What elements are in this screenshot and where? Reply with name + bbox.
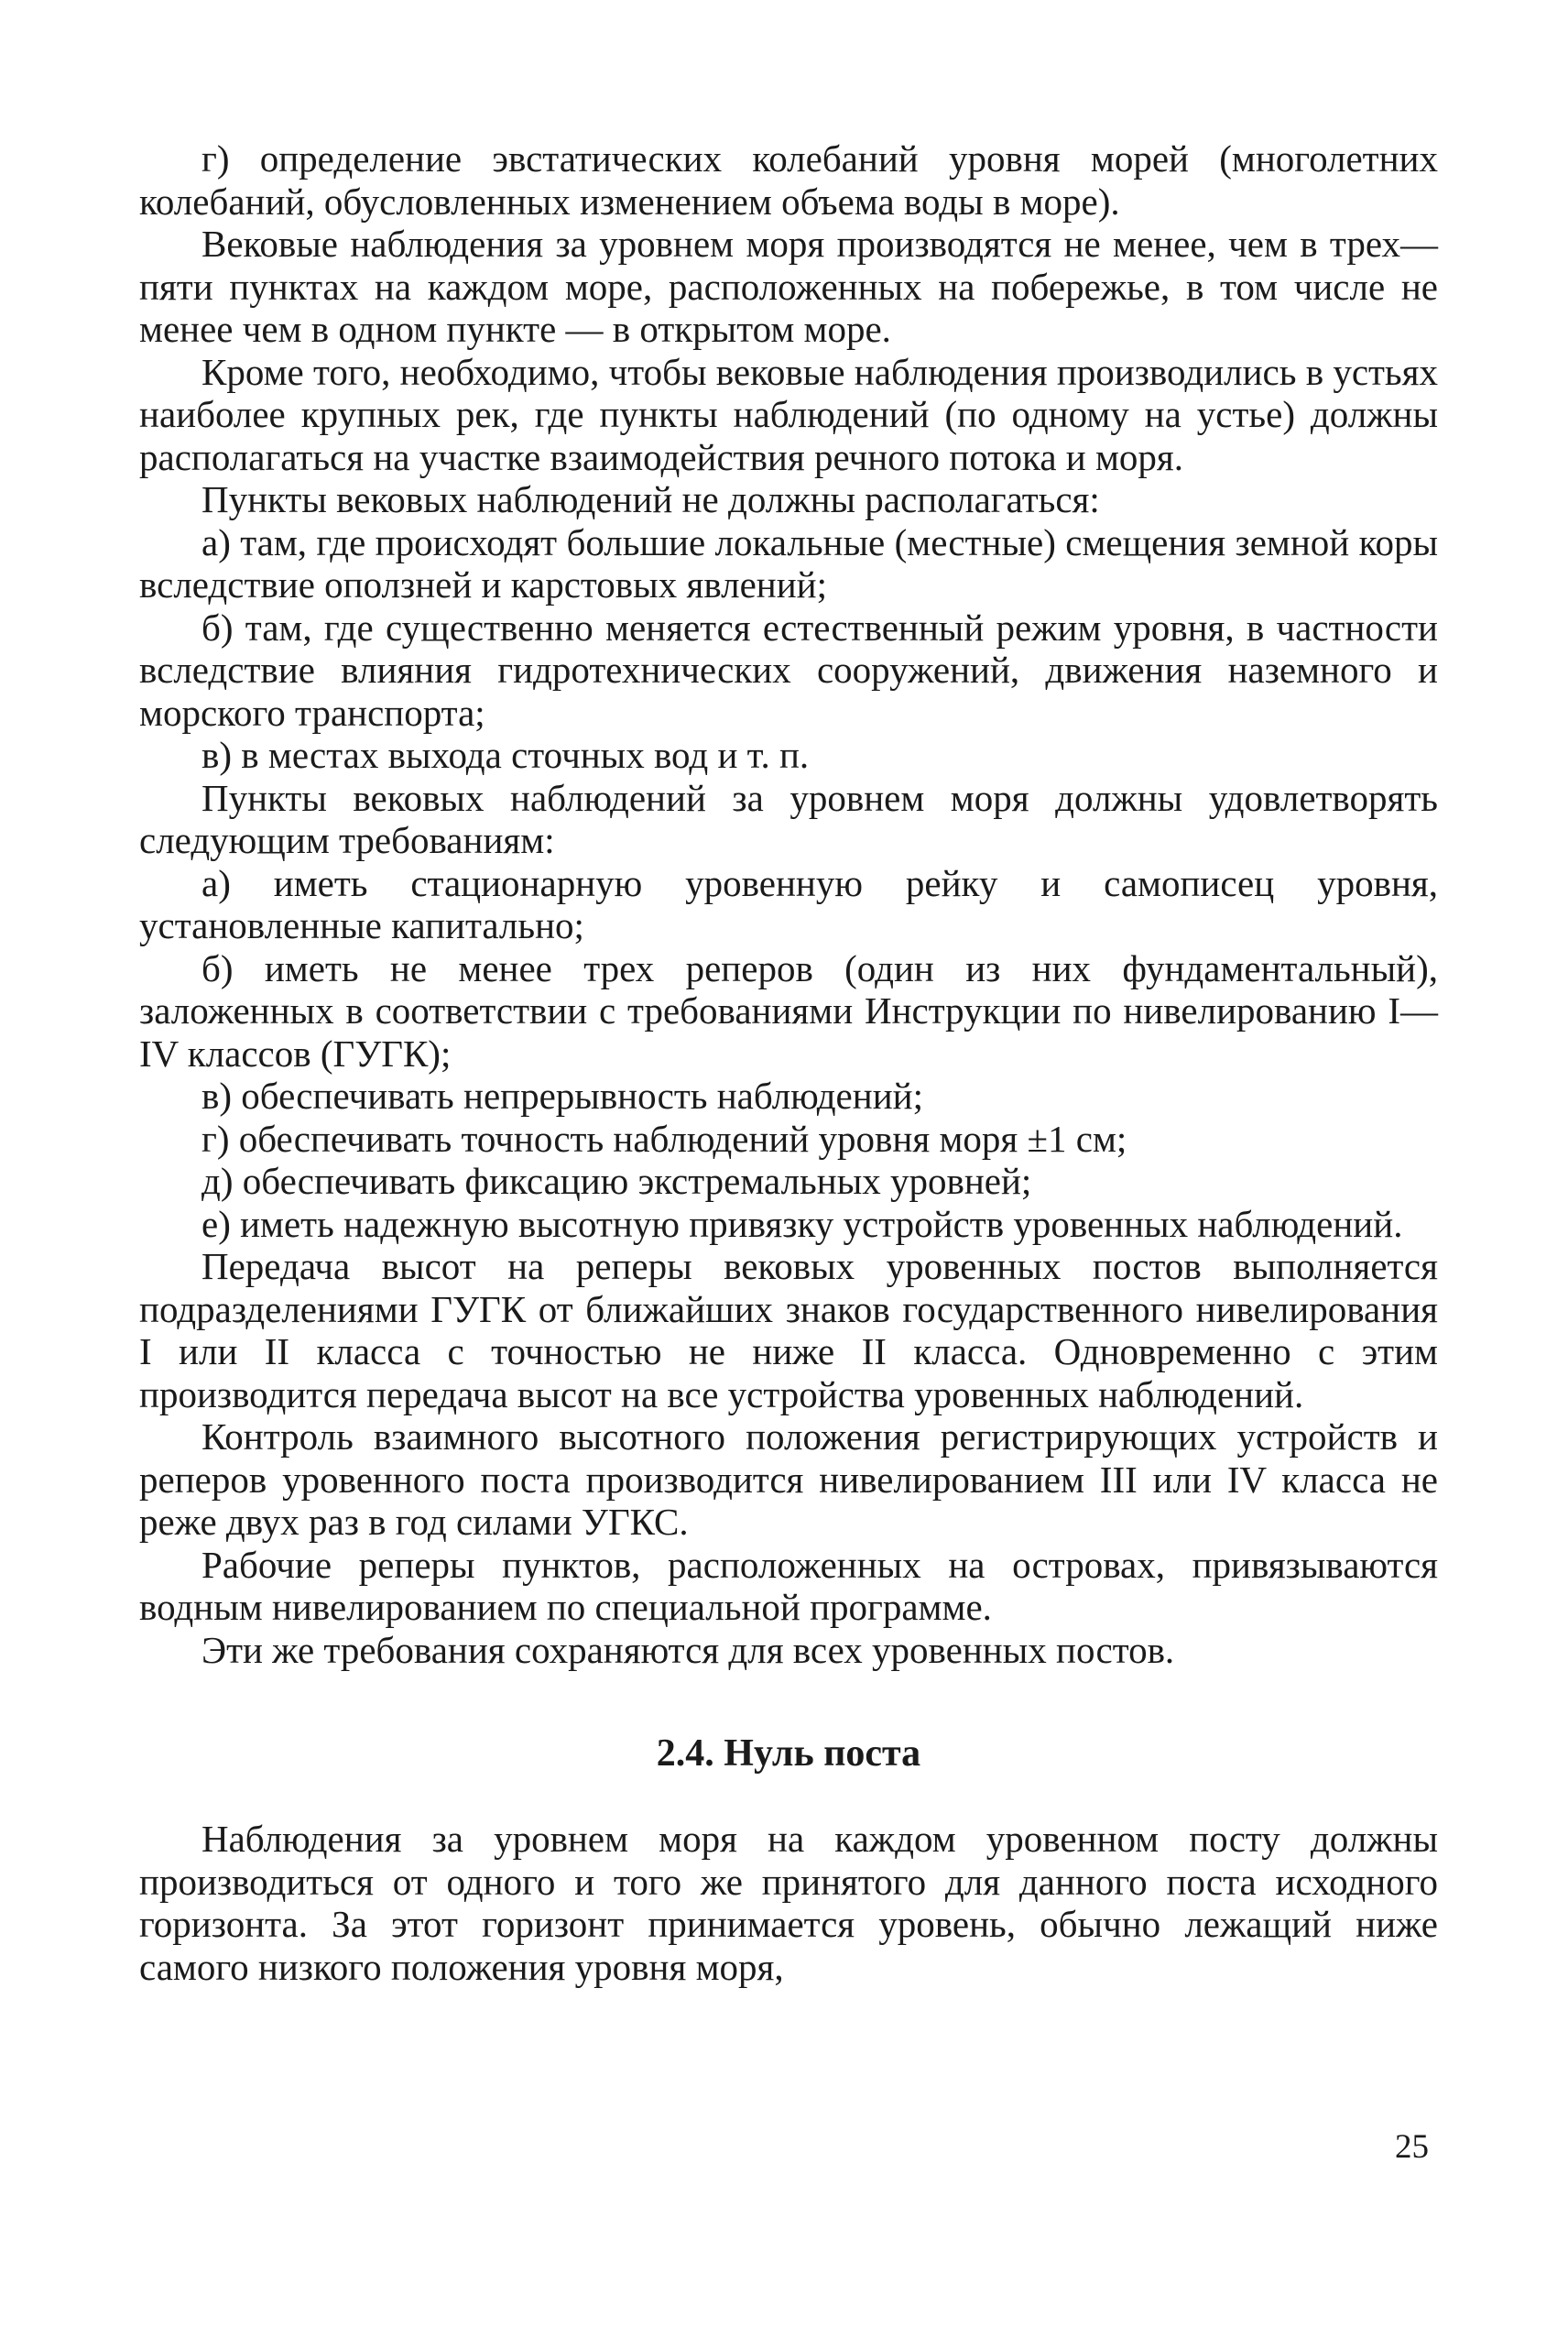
- list-item-b-benchmarks: б) иметь не менее трех реперов (один из них фундаментальный), заложенных в соответствии с требованиями Инструкции по нивелированию I—IV классов (ГУГК);: [139, 946, 1438, 1075]
- body-text: [139, 137, 1438, 1988]
- paragraph-requirements: Пункты вековых наблюдений за уровнем моря должны удовлетворять следующим требованиям:: [139, 776, 1438, 861]
- list-item-b-regime-change: б) там, где существенно меняется естественный режим уровня, в частности вследствие влияния гидротехнических сооружений, движения наземного и морского транспорта;: [139, 606, 1438, 734]
- paragraph-post-zero: Наблюдения за уровнем моря на каждом уровенном посту должны производиться от одного и того же принятого для данного поста исходного горизонта. За этот горизонт принимается уровень, обычно лежащий ниже самого низкого положения уровня моря,: [139, 1818, 1438, 1988]
- section-heading: 2.4. Нуль поста: [656, 1732, 921, 1775]
- list-item-v-sewage: в) в местах выхода сточных вод и т. п.: [201, 734, 810, 776]
- list-item-g-accuracy: г) обеспечивать точность наблюдений уровня моря ±1 см;: [201, 1117, 1127, 1160]
- list-item-e-height-reference: е) иметь надежную высотную привязку устройств уровенных наблюдений.: [201, 1202, 1403, 1245]
- paragraph-control: Контроль взаимного высотного положения регистрирующих устройств и реперов уровенного поста производится нивелированием III или IV класса не реже двух раз в год силами УГКС.: [139, 1415, 1438, 1543]
- paragraph-island-benchmarks: Рабочие реперы пунктов, расположенных на островах, привязываются водным нивелированием по специальной программе.: [139, 1543, 1438, 1628]
- paragraph-item-g-eustatic: г) определение эвстатических колебаний уровня морей (многолетних колебаний, обусловленных изменением объема воды в море).: [139, 137, 1438, 223]
- paragraph-height-transfer: Передача высот на реперы вековых уровенных постов выполняется подразделениями ГУГК от ближайших знаков государственного нивелирования I или II класса с точностью не ниже II класса. Одновременно с этим производится передача высот на все устройства уровенных наблюдений.: [139, 1245, 1438, 1415]
- paragraph-river-mouths: Кроме того, необходимо, чтобы вековые наблюдения производились в устьях наиболее крупных рек, где пункты наблюдений (по одному на устье) должны располагаться на участке взаимодействия речного потока и моря.: [139, 350, 1438, 478]
- paragraph-secular-observations: Вековые наблюдения за уровнем моря производятся не менее, чем в трех—пяти пунктах на каждом море, расположенных на побережье, в том числе не менее чем в одном пункте — в открытом море.: [139, 223, 1438, 350]
- list-item-a-gauge: а) иметь стационарную уровенную рейку и самописец уровня, установленные капитально;: [139, 861, 1438, 946]
- list-item-a-crust-displacement: а) там, где происходят большие локальные (местные) смещения земной коры вследствие оползней и карстовых явлений;: [139, 520, 1438, 606]
- paragraph-location-restrictions: Пункты вековых наблюдений не должны располагаться:: [201, 478, 1100, 520]
- page-number: 25: [1395, 2128, 1429, 2166]
- list-item-v-continuity: в) обеспечивать непрерывность наблюдений;: [201, 1075, 923, 1117]
- list-item-d-extremes: д) обеспечивать фиксацию экстремальных уровней;: [201, 1160, 1032, 1202]
- paragraph-all-posts: Эти же требования сохраняются для всех уровенных постов.: [201, 1628, 1175, 1671]
